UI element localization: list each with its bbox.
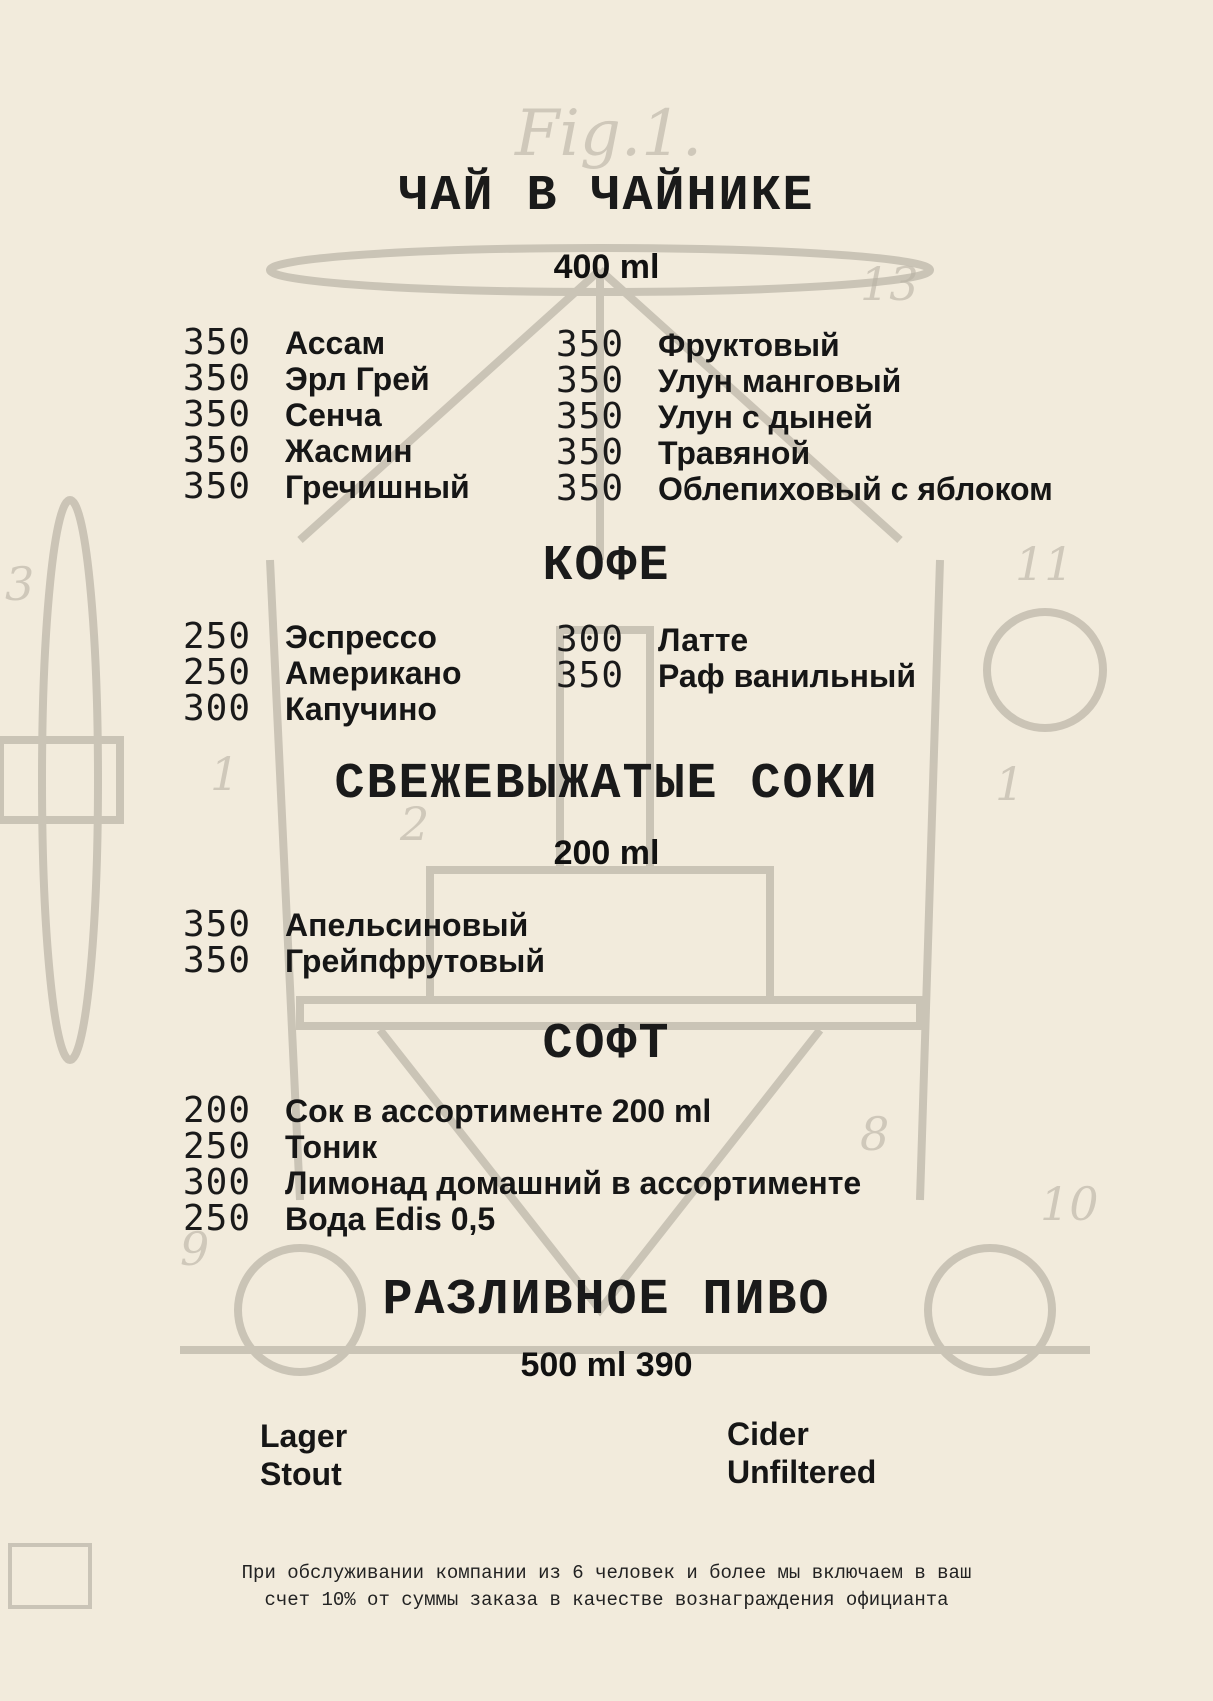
menu-item [183, 430, 470, 471]
item-name: Раф ванильный [658, 658, 916, 694]
item-name: Улун манговый [658, 363, 902, 399]
item-price: 300 [183, 1162, 252, 1203]
svg-text:10: 10 [1040, 1177, 1099, 1231]
menu-item [556, 324, 1053, 365]
service-charge-line-1: При обслуживании компании из 6 человек и более мы включаем в ваш [241, 1562, 972, 1584]
menu-item [183, 1090, 861, 1131]
juices-volume: 200 ml [553, 834, 660, 872]
svg-text:11: 11 [1015, 537, 1074, 591]
item-price: 350 [183, 430, 252, 471]
beer-list-right [727, 1416, 876, 1492]
svg-text:2: 2 [400, 797, 430, 851]
svg-text:8: 8 [860, 1107, 890, 1161]
item-name: Лимонад домашний в ассортименте [285, 1165, 862, 1201]
item-price: 250 [183, 652, 252, 693]
menu-item [183, 1126, 861, 1167]
item-price: 350 [183, 322, 252, 363]
menu-item [183, 394, 470, 435]
menu-item [556, 619, 916, 660]
beer-volume-price: 500 ml 390 [520, 1346, 693, 1384]
coffee-heading: КОФЕ [542, 538, 671, 595]
soft-heading: СОФТ [542, 1016, 671, 1073]
menu-item [183, 1198, 861, 1239]
tea-list-left [183, 322, 470, 507]
item-price: 350 [183, 904, 252, 945]
item-price: 350 [556, 360, 625, 401]
item-price: 300 [556, 619, 625, 660]
item-name: Апельсиновый [285, 907, 529, 943]
tea-list-right [556, 324, 1053, 509]
item-name: Ассам [285, 325, 386, 361]
item-price: 300 [183, 688, 252, 729]
item-price: 350 [556, 432, 625, 473]
item-name: Фруктовый [658, 327, 840, 363]
menu-item [183, 940, 546, 981]
item-price: 350 [183, 466, 252, 507]
service-charge-line-2: счет 10% от суммы заказа в качестве вознаграждения официанта [264, 1589, 949, 1611]
item-name: Травяной [658, 435, 811, 471]
svg-text:Fig.1.: Fig.1. [515, 97, 703, 171]
item-price: 200 [183, 1090, 252, 1131]
juices-list [183, 904, 546, 981]
item-name: Облепиховый с яблоком [658, 471, 1053, 507]
item-price: 350 [556, 468, 625, 509]
menu-item [556, 360, 1053, 401]
item-name: Эрл Грей [285, 361, 430, 397]
item-price: 350 [183, 358, 252, 399]
tea-heading: ЧАЙ В ЧАЙНИКЕ [398, 168, 815, 225]
svg-text:9: 9 [180, 1222, 210, 1276]
juices-heading: СВЕЖЕВЫЖАТЫЕ СОКИ [334, 756, 879, 813]
item-name: Американо [285, 655, 462, 691]
item-name: Гречишный [285, 469, 470, 505]
menu-item [556, 468, 1053, 509]
menu-item [556, 432, 1053, 473]
item-price: 350 [556, 324, 625, 365]
tea-volume: 400 ml [553, 248, 660, 286]
item-name: Тоник [285, 1129, 378, 1165]
soft-list [183, 1090, 862, 1239]
item-name: Латте [658, 622, 749, 658]
item-price: 350 [183, 394, 252, 435]
coffee-list-right [556, 619, 916, 696]
menu-item [183, 688, 461, 729]
svg-text:1: 1 [995, 757, 1025, 811]
svg-text:13: 13 [860, 257, 919, 311]
item-name: Улун с дыней [658, 399, 873, 435]
item-name: Сенча [285, 397, 382, 433]
beer-item: Stout [260, 1456, 342, 1492]
item-price: 350 [183, 940, 252, 981]
beer-item: Lager [260, 1418, 348, 1454]
svg-text:3: 3 [5, 557, 35, 611]
item-name: Капучино [285, 691, 437, 727]
svg-text:1: 1 [210, 747, 240, 801]
item-name: Эспрессо [285, 619, 437, 655]
menu-item [183, 616, 461, 657]
beer-list-left [260, 1418, 347, 1494]
item-price: 350 [556, 655, 625, 696]
beer-item: Unfiltered [727, 1454, 877, 1490]
menu-item [556, 396, 1053, 437]
menu-item [183, 904, 545, 945]
beer-heading: РАЗЛИВНОЕ ПИВО [382, 1272, 831, 1329]
item-name: Грейпфрутовый [285, 943, 546, 979]
item-name: Сок в ассортименте 200 ml [285, 1093, 712, 1129]
menu-item [183, 322, 470, 363]
beer-item: Cider [727, 1416, 809, 1452]
item-price: 250 [183, 1126, 252, 1167]
menu-item [183, 358, 470, 399]
menu-item [183, 1162, 862, 1203]
service-charge-note [0, 1560, 1213, 1614]
item-name: Жасмин [285, 433, 413, 469]
menu-item [183, 652, 462, 693]
item-price: 250 [183, 616, 252, 657]
coffee-list-left [183, 616, 462, 729]
menu-item [183, 466, 470, 507]
item-name: Вода Edis 0,5 [285, 1201, 496, 1237]
item-price: 350 [556, 396, 625, 437]
item-price: 250 [183, 1198, 252, 1239]
menu-item [556, 655, 916, 696]
